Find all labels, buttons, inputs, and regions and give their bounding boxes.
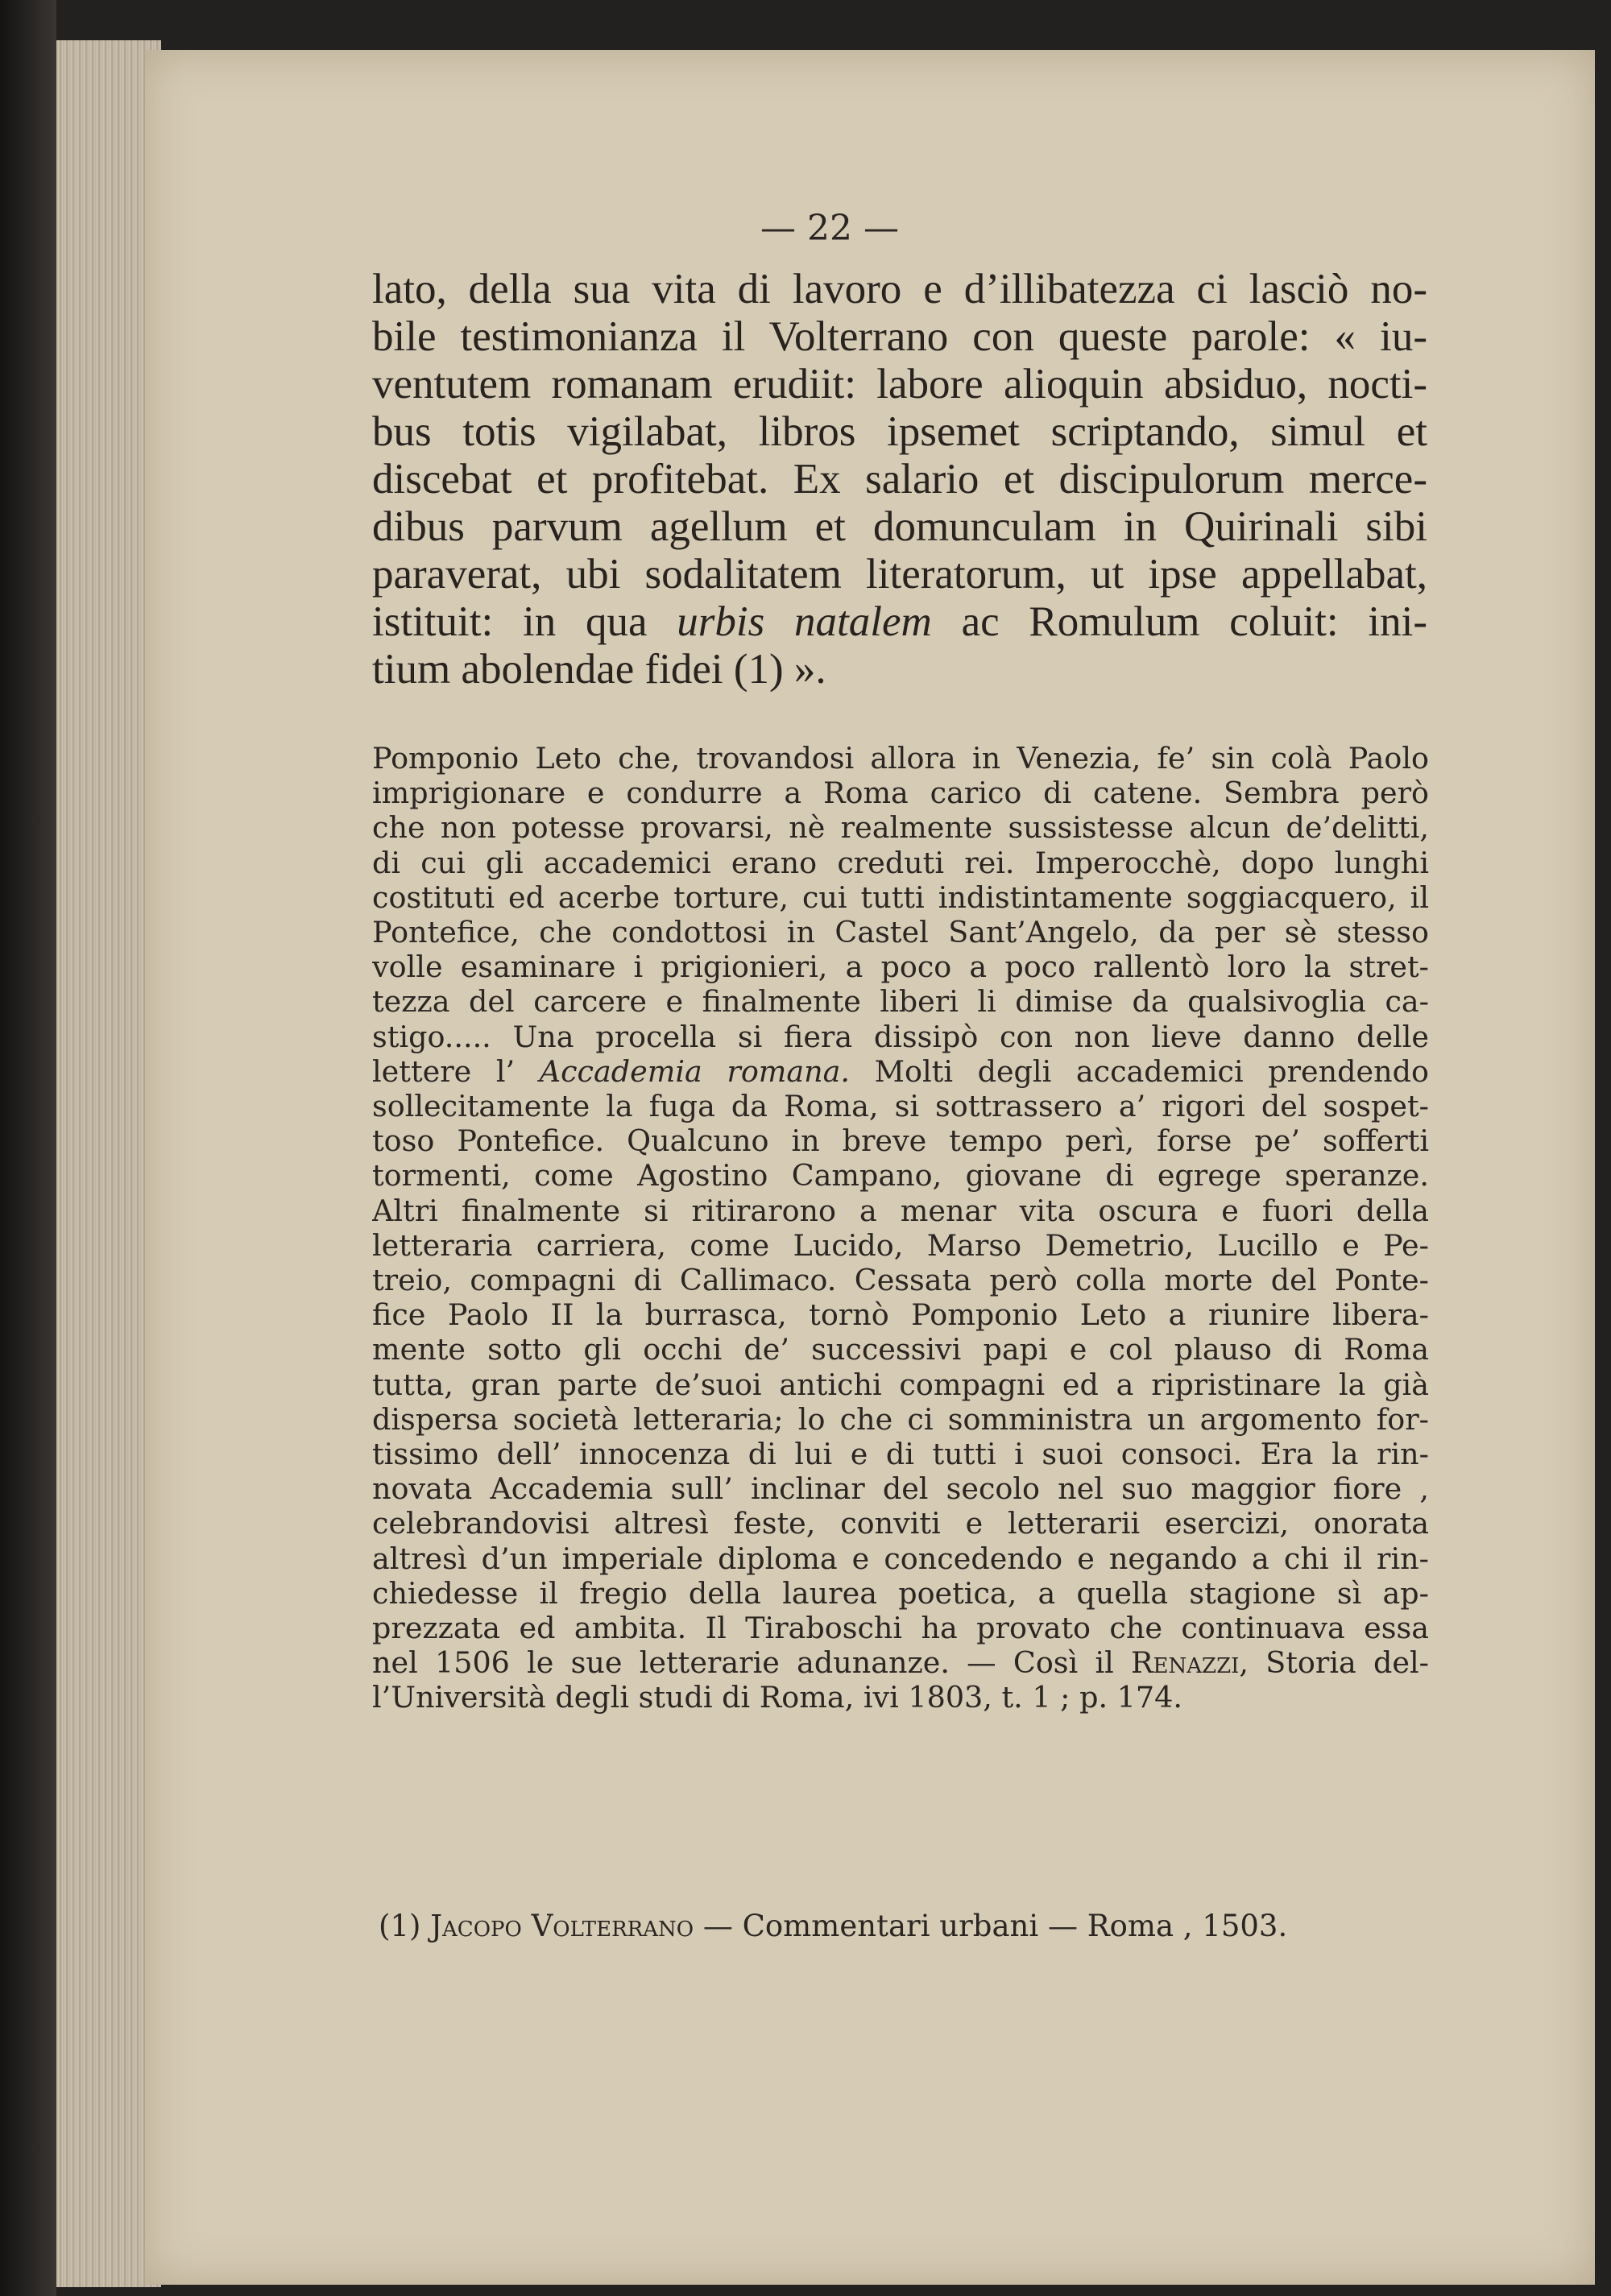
page-number: — 22 — bbox=[760, 208, 899, 249]
text-segment: lettere l’ bbox=[372, 1053, 540, 1089]
note-line: imprigionare e condurre a Roma carico di catene. Sembra però bbox=[372, 776, 1429, 811]
note-line: che non potesse provarsi, nè realmente sussistesse alcun de’delitti, bbox=[372, 810, 1429, 846]
note-line: sollecitamente la fuga da Roma, si sottrassero a’ rigori del sospet- bbox=[372, 1089, 1429, 1124]
text-line: bus totis vigilabat, libros ipsemet scriptando, simul et bbox=[372, 408, 1427, 455]
text-line: dibus parvum agellum et domunculam in Quirinali sibi bbox=[372, 503, 1427, 550]
footnote-text: — Commentari urbani — Roma , 1503. bbox=[694, 1909, 1288, 1943]
note-line: Pomponio Leto che, trovandosi allora in Venezia, fe’ sin colà Paolo bbox=[372, 741, 1429, 776]
note-line: tissimo dell’ innocenza di lui e di tutti i suoi consoci. Era la rin- bbox=[372, 1437, 1429, 1472]
note-line: stigo..... Una procella si fiera dissipò con non lieve danno delle bbox=[372, 1019, 1429, 1054]
note-line: treio, compagni di Callimaco. Cessata però colla morte del Ponte- bbox=[372, 1263, 1429, 1298]
note-line: tutta, gran parte de’suoi antichi compagni ed a ripristinare la già bbox=[372, 1367, 1429, 1402]
note-line: tezza del carcere e finalmente liberi li dimise da qualsivoglia ca- bbox=[372, 984, 1429, 1020]
text-line: bile testimonianza il Volterrano con queste parole: « iu- bbox=[372, 313, 1427, 360]
author-name: Renazzi bbox=[1131, 1645, 1240, 1681]
footnote bbox=[379, 1909, 1426, 1944]
note-line: dispersa società letteraria; lo che ci somministra un argomento for- bbox=[372, 1401, 1429, 1437]
book-binding bbox=[0, 0, 56, 2296]
note-line: costituti ed acerbe torture, cui tutti indistintamente soggiacquero, il bbox=[372, 879, 1429, 915]
italic-phrase: urbis natalem bbox=[677, 598, 932, 645]
note-line: novata Accademia sull’ inclinar del secolo nel suo maggior fiore , bbox=[372, 1471, 1429, 1507]
note-line: volle esaminare i prigionieri, a poco a poco rallentò loro la stret- bbox=[372, 949, 1429, 985]
text-line: discebat et profitebat. Ex salario et discipulorum merce- bbox=[372, 456, 1427, 503]
note-line: tormenti, come Agostino Campano, giovane di egrege speranze. bbox=[372, 1158, 1429, 1194]
note-line: chiedesse il fregio della laurea poetica, a quella stagione sì ap- bbox=[372, 1575, 1429, 1611]
note-line: Pontefice, che condottosi in Castel Sant’Angelo, da per sè stesso bbox=[372, 915, 1429, 950]
text-segment: istituit: in qua bbox=[372, 598, 677, 645]
notes-paragraph bbox=[372, 741, 1429, 1715]
note-line: toso Pontefice. Qualcuno in breve tempo perì, forse pe’ sofferti bbox=[372, 1123, 1429, 1159]
note-line: Altri finalmente si ritirarono a menar vita oscura e fuori della bbox=[372, 1193, 1429, 1228]
text-segment: , Storia del- bbox=[1239, 1645, 1429, 1681]
note-line: letteraria carriera, come Lucido, Marso Demetrio, Lucillo e Pe- bbox=[372, 1227, 1429, 1263]
footnote-author: Jacopo Volterrano bbox=[430, 1909, 694, 1943]
text-segment: Molti degli accademici prendendo bbox=[850, 1053, 1429, 1089]
text-segment: nel 1506 le sue letterarie adunanze. — Così il bbox=[372, 1645, 1114, 1681]
note-line: l’Università degli studi di Roma, ivi 1803, t. 1 ; p. 174. bbox=[372, 1680, 1182, 1715]
note-line: celebrandovisi altresì feste, conviti e letterarii esercizi, onorata bbox=[372, 1506, 1429, 1541]
italic-phrase: Accademia romana. bbox=[539, 1053, 851, 1089]
note-line: prezzata ed ambita. Il Tiraboschi ha provato che continuava essa bbox=[372, 1611, 1429, 1646]
text-line: lato, della sua vita di lavoro e d’illibatezza ci lasciò no- bbox=[372, 266, 1427, 312]
text-line: ventutem romanam erudiit: labore alioquin absiduo, nocti- bbox=[372, 361, 1427, 407]
note-line bbox=[372, 1054, 1429, 1089]
text-segment: ac Romulum coluit: ini- bbox=[931, 598, 1427, 645]
note-line: altresì d’un imperiale diploma e concedendo e negando a chi il rin- bbox=[372, 1541, 1429, 1576]
note-line: mente sotto gli occhi de’ successivi papi e col plauso di Roma bbox=[372, 1332, 1429, 1367]
text-line: paraverat, ubi sodalitatem literatorum, ut ipse appellabat, bbox=[372, 551, 1427, 598]
note-line: fice Paolo II la burrasca, tornò Pomponio Leto a riunire libera- bbox=[372, 1297, 1429, 1333]
main-paragraph bbox=[372, 266, 1427, 693]
footnote-marker: (1) bbox=[379, 1909, 421, 1943]
text-line: tium abolendae fidei (1) ». bbox=[372, 646, 826, 693]
text-line bbox=[372, 598, 1427, 646]
note-line: di cui gli accademici erano creduti rei. Imperocchè, dopo lunghi bbox=[372, 845, 1429, 880]
note-line bbox=[372, 1645, 1429, 1680]
